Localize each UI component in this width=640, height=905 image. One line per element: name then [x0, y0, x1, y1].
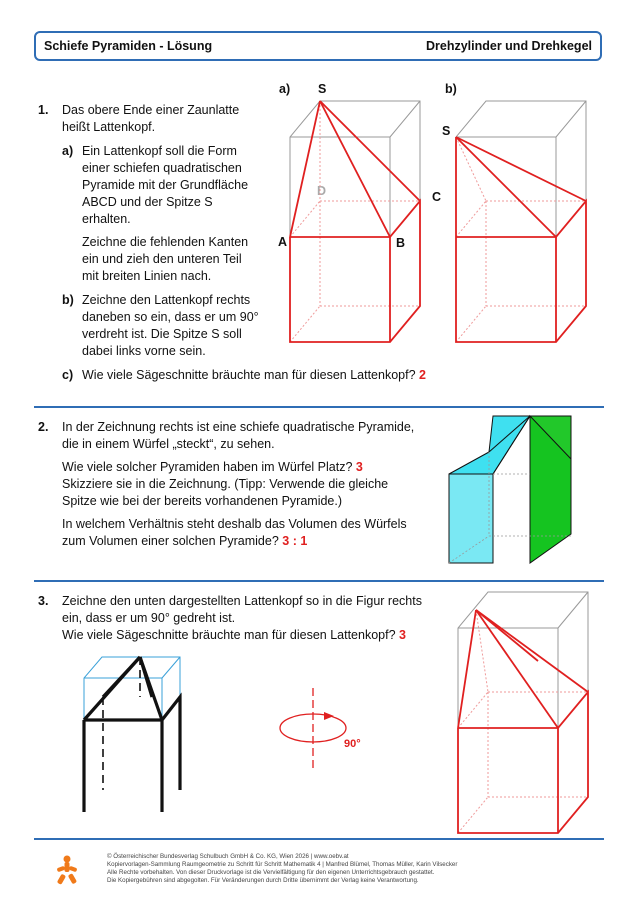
task1a-hint-line: mit breiten Linien nach.: [82, 269, 212, 283]
task3-number: 3.: [38, 594, 49, 608]
task1c-label: c): [62, 368, 74, 382]
task2-line: Spitze wie bei der bereits vorhandenen Pyramide.): [62, 494, 343, 508]
task2-question1: Wie viele solcher Pyramiden haben im Würfel Platz?: [62, 460, 353, 474]
figure-b-label: b): [445, 82, 457, 96]
task3-line: ein, dass er um 90° gedreht ist.: [62, 611, 236, 625]
worksheet-title: Schiefe Pyramiden - Lösung: [44, 39, 213, 53]
footer-line: © Österreichischer Bundesverlag Schulbuch GmbH & Co. KG, Wien 2026 | www.oebv.at: [107, 853, 349, 860]
rotation-angle-label: 90°: [344, 738, 361, 750]
task1-intro-line: Das obere Ende einer Zaunlatte: [62, 103, 240, 117]
task2-question2: In welchem Verhältnis steht deshalb das Volumen des Würfels: [62, 517, 407, 531]
task2-answer2: 3 : 1: [282, 534, 308, 548]
point-s2-label: S: [442, 124, 451, 138]
task3-question: Wie viele Sägeschnitte bräuchte man für diesen Lattenkopf?: [62, 628, 396, 642]
task1c-answer: 2: [419, 368, 426, 382]
task1a-label: a): [62, 144, 74, 158]
figure-a-label: a): [279, 82, 291, 96]
task1a-line: erhalten.: [82, 212, 131, 226]
task1-intro-line: heißt Lattenkopf.: [62, 120, 156, 134]
task1a-line: Pyramide mit der Grundfläche: [82, 178, 249, 192]
task2-line: die in einem Würfel „steckt“, zu sehen.: [62, 437, 275, 451]
task3-line: Zeichne den unten dargestellten Lattenkopf so in die Figur rechts: [62, 594, 422, 608]
point-c-label: C: [432, 190, 442, 204]
task1c-question: Wie viele Sägeschnitte bräuchte man für diesen Lattenkopf?: [82, 368, 416, 382]
task1b-line: Zeichne den Lattenkopf rechts: [82, 293, 251, 307]
task1b-label: b): [62, 293, 74, 307]
task1a-line: einer schiefen quadratischen: [82, 161, 242, 175]
footer-line: Alle Rechte vorbehalten. Von dieser Druckvorlage ist die Vervielfältigung für den eigenen Unterrichtsgebrauch gestattet.: [107, 869, 435, 876]
footer-line: Die Kopiergebühren sind abgegolten. Für Veränderungen durch Dritte übernimmt der Verlag keine Verantwortung.: [107, 877, 419, 884]
point-d-label: D: [317, 184, 327, 198]
task1b-line: verdreht ist. Die Spitze S soll: [82, 327, 242, 341]
point-s-label: S: [318, 82, 327, 96]
task2-question2b: zum Volumen einer solchen Pyramide?: [62, 534, 279, 548]
task1-number: 1.: [38, 103, 49, 117]
task1b-line: daneben so ein, dass er um 90°: [82, 310, 259, 324]
task2-number: 2.: [38, 420, 49, 434]
oebv-logo-icon: [56, 855, 78, 885]
task2-line: In der Zeichnung rechts ist eine schiefe quadratische Pyramide,: [62, 420, 415, 434]
task1a-line: ABCD und der Spitze S: [82, 195, 213, 209]
task2-answer1: 3: [355, 460, 363, 474]
footer-line: Kopiervorlagen-Sammlung Raumgeometrie zu Schritt für Schritt Mathematik 4 | Manfred Blümel, Thomas Müller, Karin Vilsecker: [107, 861, 458, 868]
footer-text: [107, 853, 457, 885]
chapter-title: Drehzylinder und Drehkegel: [425, 39, 592, 53]
point-b-label: B: [396, 236, 406, 250]
task1a-hint-line: Zeichne die fehlenden Kanten: [82, 235, 249, 249]
task2-line: Skizziere sie in die Zeichnung. (Tipp: Verwende die gleiche: [62, 477, 389, 491]
point-a-label: A: [278, 235, 288, 249]
footer-divider: [34, 838, 604, 840]
task3-answer: 3: [399, 628, 406, 642]
task1b-line: dabei links vorne sein.: [82, 344, 206, 358]
task1a-line: Ein Lattenkopf soll die Form: [82, 144, 237, 158]
task1a-hint-line: ein und zieh den unteren Teil: [82, 252, 242, 266]
